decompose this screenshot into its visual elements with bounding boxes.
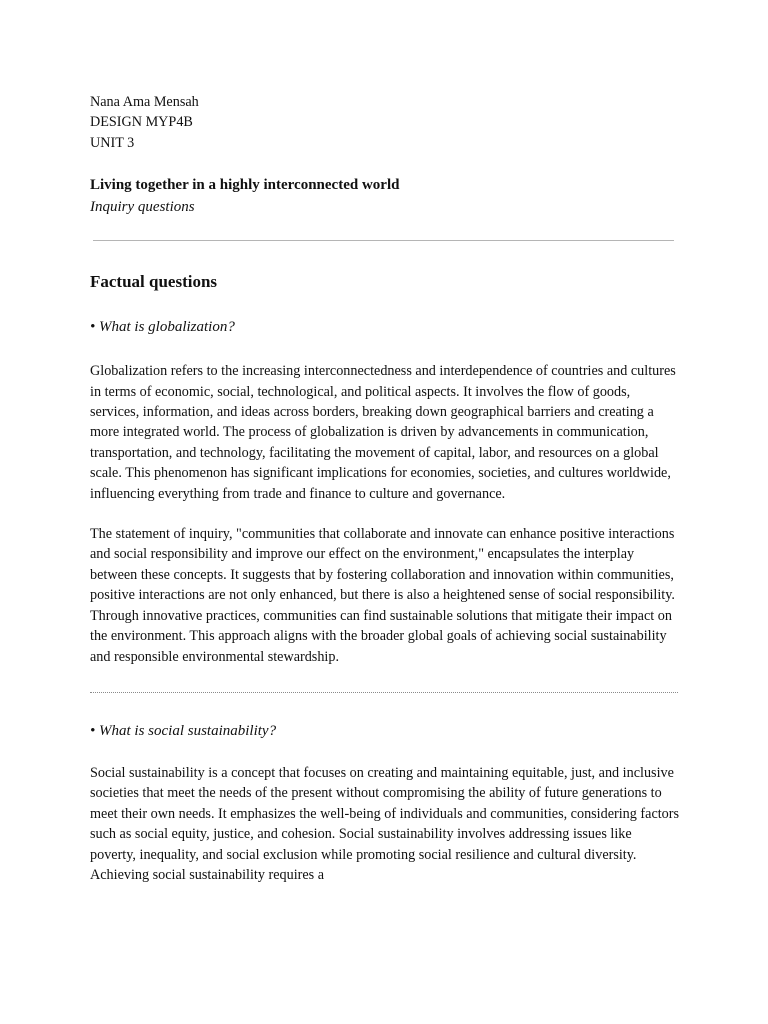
question-globalization: • What is globalization? [90, 319, 235, 336]
statement-of-inquiry-paragraph: The statement of inquiry, "communities that collaborate and innovate can enhance positive interactions and social responsibility and improve our effect on the environment," encapsulates the interplay between these concepts. It suggests that by fostering collaboration and innovation within communities, positive interactions are not only enhanced, but there is also a heightened sense of social responsibility. Through innovative practices, communities can find sustainable solutions that mitigate their impact on the environment. This approach aligns with the broader global goals of achieving social sustainability and responsible environmental stewardship. [90, 526, 675, 665]
author-name: Nana Ama Mensah [90, 94, 199, 110]
answer-social-sustainability: Social sustainability is a concept that focuses on creating and maintaining equitable, just, and inclusive societies that meet the needs of the present without compromising the ability of future generations to meet their own needs. It emphasizes the well-being of individuals and communities, considering factors such as social equity, justice, and cohesion. Social sustainability involves addressing issues like poverty, inequality, and social exclusion while promoting social resilience and cultural diversity. Achieving social sustainability requires a [90, 764, 680, 883]
unit-label: UNIT 3 [90, 134, 135, 151]
document-title: Living together in a highly interconnected world [90, 177, 400, 194]
document-subtitle: Inquiry questions [90, 199, 195, 216]
document-page [90, 92, 680, 885]
section-heading-factual: Factual questions [90, 272, 218, 292]
course-code: DESIGN MYP4B [90, 114, 193, 131]
answer-globalization: Globalization refers to the increasing interconnectedness and interdependence of countries and cultures in terms of economic, social, technological, and political aspects. It involves the flow of goods, services, information, and ideas across borders, breaking down geographical barriers and creating a more integrated world. The process of globalization is driven by advancements in communication, transportation, and technology, facilitating the movement of capital, labor, and resources on a global scale. This phenomenon has significant implications for economies, societies, and cultures worldwide, influencing everything from trade and finance to culture and governance. [90, 363, 676, 502]
question-divider [90, 692, 678, 693]
title-divider [93, 240, 674, 241]
question-social-sustainability: • What is social sustainability? [90, 722, 277, 739]
